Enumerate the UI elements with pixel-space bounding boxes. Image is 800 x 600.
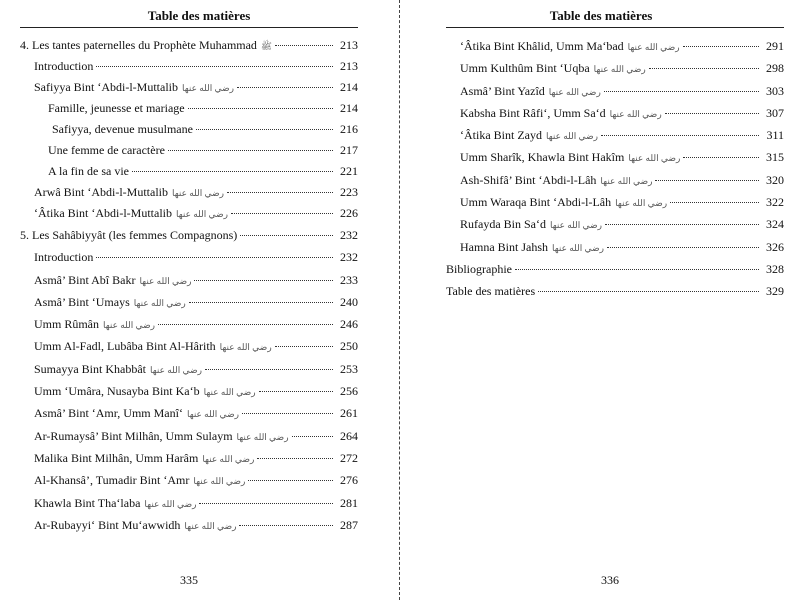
toc-entry[interactable] (20, 402, 358, 424)
dot-leader (275, 346, 333, 347)
honorific-glyph: رضي الله عنها (144, 498, 197, 509)
toc-page-number: 233 (340, 272, 358, 287)
dot-leader (670, 202, 759, 203)
toc-page-number: 322 (766, 195, 784, 210)
toc-entry[interactable] (446, 258, 784, 280)
dot-leader (683, 46, 759, 47)
right-header-rule (446, 27, 784, 28)
toc-entry[interactable] (20, 492, 358, 514)
dot-leader (231, 213, 333, 214)
toc-page-number: 214 (340, 101, 358, 115)
right-page (402, 0, 800, 600)
toc-entry-title: Umm Rûmân (34, 317, 99, 332)
honorific-glyph: رضي الله عنها (139, 275, 192, 286)
left-page (0, 0, 398, 600)
dot-leader (189, 302, 333, 303)
toc-entry-title: Al-Khansâ’, Tumadir Bint ‘Amr (34, 473, 190, 488)
toc-entry[interactable] (20, 35, 358, 56)
dot-leader (239, 525, 333, 526)
toc-entry[interactable] (20, 140, 358, 161)
toc-entry-title: Rufayda Bin Sa‘d (460, 217, 546, 232)
dot-leader (196, 129, 333, 130)
toc-page-number: 261 (340, 406, 358, 421)
toc-entry[interactable] (446, 102, 784, 124)
dot-leader (194, 280, 333, 281)
page-divider (399, 0, 400, 600)
toc-entry-title: ‘Âtika Bint Khâlid, Umm Ma‘bad (460, 39, 624, 53)
dot-leader (96, 257, 333, 258)
toc-entry-title: Ash-Shifâ’ Bint ‘Abdi-l-Lâh (460, 172, 597, 187)
toc-entry-title: Asmâ’ Bint Abî Bakr (34, 272, 136, 287)
dot-leader (168, 150, 333, 151)
toc-entry-title: Ar-Rumaysâ’ Bint Milhân, Umm Sulaym (34, 428, 233, 443)
toc-page-number: 287 (340, 517, 358, 532)
toc-page-number: 214 (340, 80, 358, 94)
toc-page-number: 328 (766, 261, 784, 276)
toc-page-number: 315 (766, 150, 784, 165)
toc-page-number: 232 (340, 250, 358, 265)
toc-entry[interactable] (20, 119, 358, 140)
toc-entry[interactable] (20, 291, 358, 313)
toc-page-number: 311 (766, 128, 784, 143)
toc-page-number: 221 (340, 164, 358, 178)
toc-entry[interactable] (446, 213, 784, 235)
toc-entry-title: Malika Bint Milhân, Umm Harâm (34, 450, 199, 465)
right-page-header: Table des matières (549, 8, 653, 23)
toc-page-number: 276 (340, 473, 358, 488)
toc-entry[interactable] (446, 191, 784, 213)
toc-entry-title: Kabsha Bint Râfi‘, Umm Sa‘d (460, 105, 606, 120)
toc-entry-title: Umm Kulthûm Bint ‘Uqba (460, 61, 590, 76)
toc-page-number: 253 (340, 361, 358, 376)
toc-page-number: 272 (340, 450, 358, 465)
dot-leader (237, 87, 333, 88)
toc-entry-title: Asmâ’ Bint ‘Umays (34, 294, 130, 309)
toc-page-number: 298 (766, 61, 784, 76)
toc-page-number: 216 (340, 122, 358, 136)
toc-entry[interactable] (20, 98, 358, 119)
honorific-glyph: رضي الله عنها (600, 175, 653, 186)
toc-entry-title: Umm Sharîk, Khawla Bint Hakîm (460, 150, 625, 165)
toc-entry-title: Asmâ’ Bint Yazîd (460, 83, 545, 98)
dot-leader (259, 391, 333, 392)
honorific-glyph: رضي الله عنها (202, 453, 255, 464)
honorific-glyph: رضي الله عنها (203, 387, 256, 398)
dot-leader (240, 235, 333, 236)
toc-page-number: 320 (766, 172, 784, 187)
toc-entry[interactable] (20, 182, 358, 203)
toc-entry-title: Safiyya Bint ‘Abdi-l-Muttalib (34, 80, 178, 94)
dot-leader (538, 291, 759, 292)
toc-entry-title: Sumayya Bint Khabbât (34, 361, 146, 376)
left-header-rule (20, 27, 358, 28)
toc-entry-title: Umm Waraqa Bint ‘Abdi-l-Lâh (460, 195, 612, 210)
toc-entry-title: Safiyya, devenue musulmane (52, 122, 193, 136)
dot-leader (604, 91, 759, 92)
toc-page-number: 264 (340, 428, 358, 443)
toc-entry[interactable] (446, 35, 784, 57)
honorific-glyph: رضي الله عنها (545, 131, 598, 142)
toc-page-number: 326 (766, 239, 784, 254)
toc-entry-title: Arwâ Bint ‘Abdi-l-Muttalib (34, 185, 168, 199)
toc-page-number: 324 (766, 217, 784, 232)
honorific-glyph: رضي الله عنها (175, 209, 228, 219)
dot-leader (665, 113, 759, 114)
honorific-glyph: رضي الله عنها (627, 42, 680, 52)
toc-page-number: 213 (340, 38, 358, 52)
toc-entry-title: A la fin de sa vie (48, 164, 129, 178)
honorific-glyph: ﷺ (260, 41, 272, 51)
honorific-glyph: رضي الله عنها (609, 108, 662, 119)
dot-leader (158, 324, 333, 325)
dot-leader (605, 224, 759, 225)
toc-entry-title: Introduction (34, 250, 94, 265)
toc-entry[interactable] (20, 313, 358, 335)
toc-entry[interactable] (446, 280, 784, 302)
honorific-glyph: رضي الله عنها (149, 364, 202, 375)
right-toc-list (446, 35, 784, 303)
toc-entry[interactable] (446, 169, 784, 191)
toc-entry[interactable] (446, 57, 784, 79)
honorific-glyph: رضي الله عنها (593, 64, 646, 75)
dot-leader (227, 192, 333, 193)
toc-entry-title: Umm Al-Fadl, Lubâba Bint Al-Hârith (34, 339, 216, 354)
toc-page-number: 256 (340, 384, 358, 399)
left-page-number: 335 (180, 573, 198, 587)
toc-entry-title: Khawla Bint Tha‘laba (34, 495, 141, 510)
toc-page-number: 226 (340, 206, 358, 220)
honorific-glyph: رضي الله عنها (181, 83, 234, 93)
toc-entry-title: Asmâ’ Bint ‘Amr, Umm Manî‘ (34, 406, 183, 421)
toc-page-number: 232 (340, 228, 358, 242)
dot-leader (248, 480, 333, 481)
toc-entry-title: Famille, jeunesse et mariage (48, 101, 185, 115)
toc-entry[interactable] (446, 236, 784, 258)
toc-page-number: 250 (340, 339, 358, 354)
toc-page-number: 240 (340, 294, 358, 309)
toc-page-number: 291 (766, 39, 784, 53)
dot-leader (649, 68, 759, 69)
toc-entry[interactable] (20, 425, 358, 447)
dot-leader (292, 436, 333, 437)
toc-entry-title: Hamna Bint Jahsh (460, 239, 548, 254)
toc-entry[interactable] (20, 335, 358, 357)
right-page-number: 336 (601, 573, 619, 587)
toc-page-number: 217 (340, 143, 358, 157)
honorific-glyph: رضي الله عنها (133, 297, 186, 308)
dot-leader (515, 269, 759, 270)
honorific-glyph: رضي الله عنها (186, 409, 239, 420)
toc-entry-title: ‘Âtika Bint Zayd (460, 128, 542, 143)
toc-page-number: 246 (340, 317, 358, 332)
toc-entry-title: 4. Les tantes paternelles du Prophète Muhammad (20, 38, 257, 52)
toc-page-number: 303 (766, 83, 784, 98)
toc-page-number: 307 (766, 105, 784, 120)
toc-entry-title: ‘Âtika Bint ‘Abdi-l-Muttalib (34, 206, 172, 220)
toc-entry-title: Table des matières (446, 284, 536, 299)
toc-page-number: 281 (340, 495, 358, 510)
toc-entry[interactable] (20, 224, 358, 246)
toc-entry[interactable] (20, 447, 358, 469)
honorific-glyph: رضي الله عنها (615, 198, 668, 209)
dot-leader (188, 108, 333, 109)
toc-entry[interactable] (20, 246, 358, 268)
toc-entry[interactable] (20, 514, 358, 536)
honorific-glyph: رضي الله عنها (219, 342, 272, 353)
dot-leader (257, 458, 333, 459)
toc-entry-title: Une femme de caractère (48, 143, 165, 157)
left-page-header: Table des matières (147, 8, 251, 23)
toc-entry[interactable] (446, 124, 784, 146)
dot-leader (205, 369, 333, 370)
dot-leader (96, 66, 333, 67)
dot-leader (601, 135, 759, 136)
toc-entry[interactable] (20, 469, 358, 491)
toc-entry-title: Bibliographie (446, 261, 512, 276)
honorific-glyph: رضي الله عنها (628, 153, 681, 164)
toc-page-number: 213 (340, 59, 358, 73)
honorific-glyph: رضي الله عنها (548, 86, 601, 97)
honorific-glyph: رضي الله عنها (193, 476, 246, 487)
honorific-glyph: رضي الله عنها (103, 320, 156, 331)
dot-leader (275, 45, 333, 46)
toc-entry[interactable] (446, 80, 784, 102)
left-toc-list (20, 35, 358, 536)
toc-entry-title: Introduction (34, 59, 94, 73)
toc-page-number: 223 (340, 185, 358, 199)
toc-entry[interactable] (20, 358, 358, 380)
toc-entry[interactable] (20, 380, 358, 402)
toc-entry-title: Ar-Rubayyi‘ Bint Mu‘awwidh (34, 517, 181, 532)
toc-entry-title: Umm ‘Umâra, Nusayba Bint Ka‘b (34, 384, 200, 399)
toc-entry[interactable] (20, 77, 358, 98)
toc-page-number: 329 (766, 284, 784, 299)
toc-entry[interactable] (20, 56, 358, 77)
dot-leader (132, 171, 333, 172)
honorific-glyph: رضي الله عنها (184, 520, 237, 531)
dot-leader (199, 503, 333, 504)
honorific-glyph: رضي الله عنها (550, 220, 603, 231)
honorific-glyph: رضي الله عنها (552, 242, 605, 253)
honorific-glyph: رضي الله عنها (171, 188, 224, 198)
toc-entry[interactable] (20, 269, 358, 291)
dot-leader (683, 157, 759, 158)
toc-entry[interactable] (20, 161, 358, 182)
toc-entry-title: 5. Les Sahâbiyyât (les femmes Compagnons) (20, 228, 238, 242)
toc-entry[interactable] (20, 203, 358, 224)
honorific-glyph: رضي الله عنها (236, 431, 289, 442)
dot-leader (242, 413, 333, 414)
dot-leader (655, 180, 759, 181)
dot-leader (607, 247, 759, 248)
toc-entry[interactable] (446, 146, 784, 168)
